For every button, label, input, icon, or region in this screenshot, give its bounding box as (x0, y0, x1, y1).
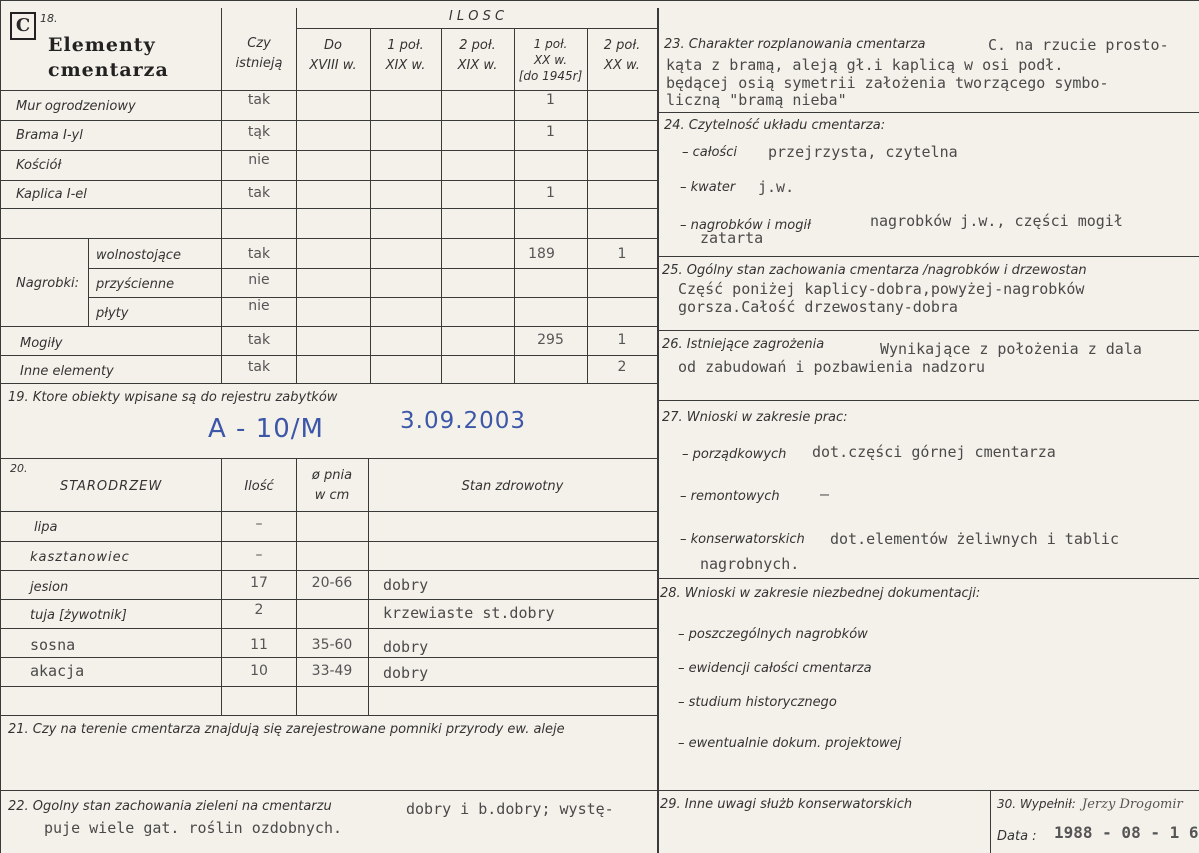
q23-line-2: kąta z bramą, aleją gł.i kaplicą w osi podł. (666, 56, 1064, 74)
row-value: 1 (546, 92, 555, 108)
q26-label: 26. Istniejące zagrożenia (662, 337, 825, 352)
grid-h (657, 578, 1199, 579)
q25-label: 25. Ogólny stan zachowania cmentarza /nagrobków i drzewostan (662, 263, 1087, 278)
grid-h (0, 628, 657, 629)
grid-v (370, 28, 371, 383)
grid-h (0, 715, 657, 716)
row-czy: tak (247, 246, 271, 262)
q26-line-1: Wynikające z położenia z dala (880, 340, 1142, 358)
header-col-4: 1 poł. XX w. [do 1945r] (518, 37, 583, 83)
q19-label: 19. Ktore obiekty wpisane są do rejestru zabytków (8, 390, 338, 405)
grid-h (0, 790, 657, 791)
q27-b-value: – (820, 485, 830, 503)
row-czy: tak (247, 359, 271, 375)
tree-count: – (255, 516, 263, 532)
tree-count: 11 (250, 637, 268, 653)
grid-h (0, 541, 657, 542)
q22-answer-line-2: puje wiele gat. roślin ozdobnych. (44, 819, 343, 837)
row-value: 1 (617, 246, 627, 262)
grid-h (657, 790, 1199, 791)
row-value: 2 (617, 359, 627, 375)
grid-v (990, 790, 991, 853)
register-date-handwritten: 3.09.2003 (400, 408, 527, 434)
grid-h (657, 112, 1199, 113)
grid-h (0, 657, 657, 658)
header-col-5: 2 poł. XX w. (603, 38, 641, 73)
grid-h (0, 150, 657, 151)
q28-a: – poszczególnych nagrobków (678, 627, 868, 642)
q24-c-label: – nagrobków i mogił (680, 218, 811, 233)
frame-top (0, 0, 1199, 1)
q28-label: 28. Wnioski w zakresie niezbednej dokumentacji: (660, 586, 981, 601)
tree-condition: dobry (383, 664, 429, 682)
q24-b-value: j.w. (758, 178, 795, 196)
register-number-handwritten: A - 10/M (208, 414, 324, 444)
grid-h (0, 570, 657, 571)
grid-h (0, 686, 657, 687)
row-czy: tak (247, 92, 271, 108)
row-czy: tak (247, 332, 271, 348)
tree-name: jesion (30, 580, 69, 595)
row-label: przyścienne (96, 277, 175, 292)
title-line-2: cmentarza (48, 59, 169, 81)
grid-h (0, 511, 657, 512)
header-col-2: 1 poł. XIX w. (385, 38, 426, 73)
q24-a-value: przejrzysta, czytelna (768, 143, 958, 161)
q27-b-label: – remontowych (680, 489, 780, 504)
q27-label: 27. Wnioski w zakresie prac: (662, 410, 848, 425)
row-czy: tak (247, 185, 271, 201)
grid-h (296, 28, 657, 29)
grid-h (657, 330, 1199, 331)
row-label: wolnostojące (96, 248, 181, 263)
row-label: Mur ogrodzeniowy (16, 99, 136, 114)
q30-name: Jerzy Drogomir (1082, 797, 1183, 812)
q22-label: 22. Ogolny stan zachowania zieleni na cmentarzu (8, 799, 332, 814)
frame-left (0, 0, 1, 853)
row-label: Inne elementy (20, 364, 114, 379)
q26-line-2: od zabudowań i pozbawienia nadzoru (678, 358, 986, 376)
title-line-1: Elementy (48, 34, 156, 56)
tree-name: lipa (34, 520, 58, 535)
q23-line-4: liczną "bramą nieba" (666, 91, 847, 109)
tree-count: 10 (250, 663, 268, 679)
q24-c-value-2: zatarta (700, 229, 764, 247)
header-col-1: Do XVIII w. (309, 38, 357, 73)
q27-c-label: – konserwatorskich (680, 532, 805, 547)
q20-number: 20. (10, 462, 28, 475)
q25-line-2: gorsza.Całość drzewostany-dobra (678, 298, 958, 316)
tree-name: akacja (30, 662, 85, 680)
row-czy: nie (248, 298, 270, 314)
q22-answer-line-1: dobry i b.dobry; wystę- (406, 800, 614, 818)
q23-line-1: C. na rzucie prosto- (988, 36, 1169, 54)
row-value: 295 (537, 332, 564, 348)
row-value: 1 (546, 185, 555, 201)
q24-c-value: nagrobków j.w., części mogił (870, 212, 1123, 230)
grid-v (587, 28, 588, 383)
row-label: płyty (96, 306, 129, 321)
section-number: 18. (40, 12, 58, 25)
row-czy: nie (248, 152, 270, 168)
grid-h (0, 383, 657, 384)
q25-line-1: Część poniżej kaplicy-dobra,powyżej-nagrobków (678, 280, 1085, 298)
q23-label: 23. Charakter rozplanowania cmentarza (664, 37, 926, 52)
starodrzew-header: STARODRZEW (60, 479, 163, 494)
grid-v (88, 238, 89, 326)
tree-diameter: 35-60 (311, 637, 353, 653)
tree-count: 17 (250, 575, 268, 591)
q29-label: 29. Inne uwagi służb konserwatorskich (660, 797, 913, 812)
grid-h (88, 297, 657, 298)
center-divider (657, 8, 659, 853)
date-stamp: 1988 - 08 - 1 6 (1054, 823, 1199, 842)
q27-a-value: dot.części górnej cmentarza (812, 443, 1056, 461)
tree-name: kasztanowiec (30, 550, 130, 565)
row-czy: nie (248, 272, 270, 288)
grid-h (0, 90, 657, 91)
q21-label: 21. Czy na terenie cmentarza znajdują się zarejestrowane pomniki przyrody ew. aleje (8, 722, 565, 737)
q24-label: 24. Czytelność układu cmentarza: (664, 118, 886, 133)
nagrobki-label: Nagrobki: (16, 276, 80, 291)
q27-a-label: – porządkowych (682, 447, 787, 462)
q28-d: – ewentualnie dokum. projektowej (678, 736, 902, 751)
grid-h (0, 599, 657, 600)
ilosc-header: Ilość (244, 479, 274, 494)
row-czy: tąk (247, 124, 271, 140)
grid-h (0, 180, 657, 181)
row-value: 189 (528, 246, 555, 262)
tree-count: 2 (254, 602, 264, 618)
row-label: Kościół (16, 158, 62, 173)
grid-h (0, 326, 657, 327)
grid-h (0, 208, 657, 209)
row-label: Kaplica I-el (16, 187, 87, 202)
q23-line-3: będącej osią symetrii założenia tworzącego symbo- (666, 74, 1109, 92)
row-value: 1 (617, 332, 627, 348)
tree-diameter: 20-66 (311, 575, 353, 591)
tree-count: – (255, 547, 263, 563)
tree-condition: dobry (383, 638, 429, 656)
header-col-3: 2 poł. XIX w. (457, 38, 498, 73)
header-ilosc: I L O S C (448, 9, 505, 24)
q28-c: – studium historycznego (678, 695, 837, 710)
grid-v (368, 458, 369, 715)
grid-v (441, 28, 442, 383)
date-label: Data : (997, 829, 1037, 844)
q28-b: – ewidencji całości cmentarza (678, 661, 872, 676)
tree-name: tuja [żywotnik] (30, 608, 127, 623)
tree-condition: krzewiaste st.dobry (383, 604, 555, 622)
row-label: Brama I-yl (16, 128, 83, 143)
row-value: 1 (546, 124, 555, 140)
grid-h (0, 120, 657, 121)
grid-h (0, 458, 657, 459)
q30-label: 30. Wypełnił: (997, 797, 1076, 811)
row-label: Mogiły (20, 336, 63, 351)
pien-header: ø pnia w cm (311, 468, 353, 503)
grid-h (657, 400, 1199, 401)
header-czy-istnieja: Czy istnieją (235, 36, 283, 71)
q27-c-value: dot.elementów żeliwnych i tablic (830, 530, 1119, 548)
q24-a-label: – całości (682, 145, 737, 160)
grid-h (657, 256, 1199, 257)
tree-diameter: 33-49 (311, 663, 353, 679)
grid-h (0, 238, 657, 239)
grid-h (88, 268, 657, 269)
section-letter: C (10, 12, 36, 40)
tree-condition: dobry (383, 576, 429, 594)
tree-name: sosna (30, 636, 76, 654)
grid-h (0, 355, 657, 356)
q27-c-value-2: nagrobnych. (700, 555, 800, 573)
q24-b-label: – kwater (680, 180, 736, 195)
stan-header: Stan zdrowotny (461, 479, 564, 494)
